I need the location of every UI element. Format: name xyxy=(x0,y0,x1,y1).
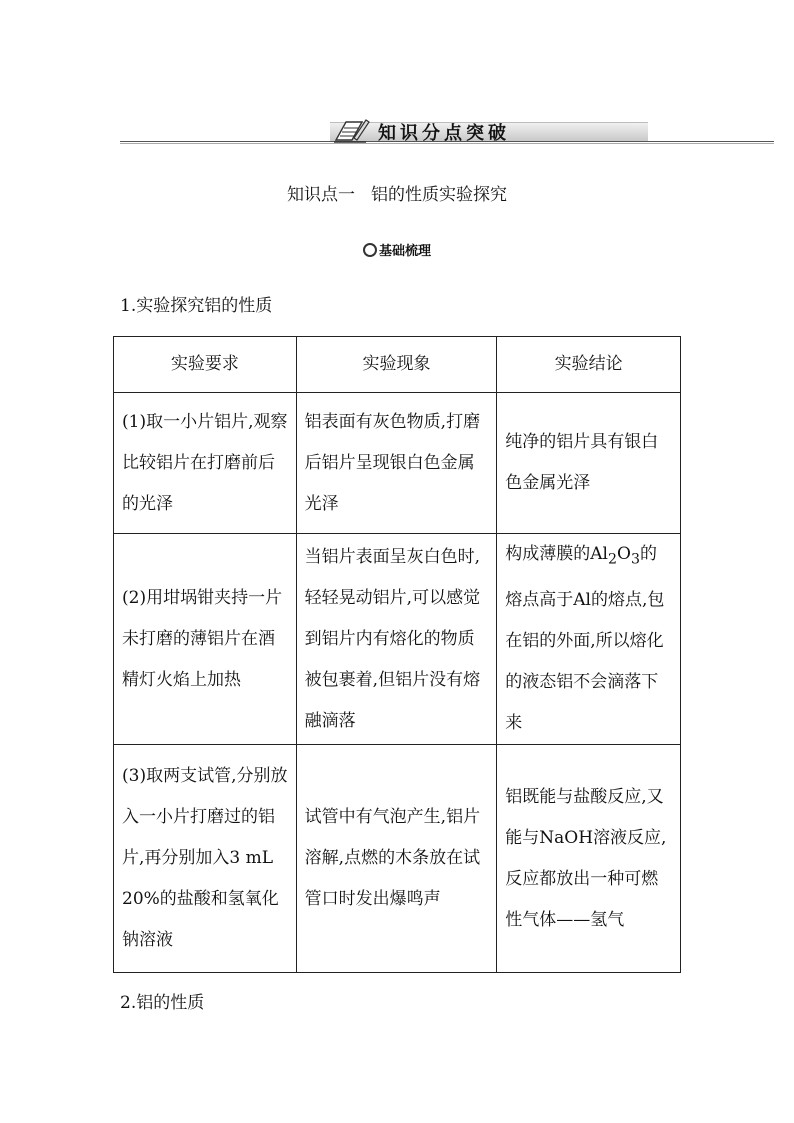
cell-requirement: (3)取两支试管,分别放入一小片打磨过的铝片,再分别加入3 mL 20%的盐酸和氢氧化钠溶液 xyxy=(114,745,297,973)
section-heading-2: 2.铝的性质 xyxy=(120,993,205,1013)
conclusion-text-end: 的熔点高于Al的熔点,包在铝的外面,所以熔化的液态铝不会滴落下来 xyxy=(505,544,665,734)
table-row xyxy=(114,534,681,745)
cell-phenomenon: 铝表面有灰色物质,打磨后铝片呈现银白色金属光泽 xyxy=(296,393,497,534)
subheading xyxy=(0,240,794,259)
cell-phenomenon: 当铝片表面呈灰白色时,轻轻晃动铝片,可以感觉到铝片内有熔化的物质被包裹着,但铝片没有熔融滴落 xyxy=(296,534,497,745)
knowledge-point-heading: 铝的性质实验探究 xyxy=(371,185,507,205)
subheading-text: 基础梳理 xyxy=(378,244,431,259)
target-ring-icon xyxy=(363,243,377,257)
subscript-2: 2 xyxy=(607,551,617,568)
table-row xyxy=(114,745,681,973)
table-row xyxy=(114,393,681,534)
table-header-row xyxy=(114,337,681,393)
cell-conclusion: 铝既能与盐酸反应,又能与NaOH溶液反应,反应都放出一种可燃性气体——氢气 xyxy=(497,745,681,973)
header-conclusion: 实验结论 xyxy=(497,337,681,393)
cell-phenomenon: 试管中有气泡产生,铝片溶解,点燃的木条放在试管口时发出爆鸣声 xyxy=(296,745,497,973)
subscript-3: 3 xyxy=(630,551,640,568)
section-banner xyxy=(120,118,774,148)
cell-requirement: (1)取一小片铝片,观察比较铝片在打磨前后的光泽 xyxy=(114,393,297,534)
cell-requirement: (2)用坩埚钳夹持一片未打磨的薄铝片在酒精灯火焰上加热 xyxy=(114,534,297,745)
cell-conclusion xyxy=(497,534,681,745)
experiment-table xyxy=(113,336,681,973)
banner-title: 知识分点突破 xyxy=(378,123,510,144)
conclusion-text-start: 构成薄膜的Al xyxy=(505,544,608,564)
knowledge-point-label: 知识点一 xyxy=(287,185,355,205)
oxygen-symbol: O xyxy=(617,544,631,564)
cell-conclusion: 纯净的铝片具有银白色金属光泽 xyxy=(497,393,681,534)
pencil-book-icon xyxy=(332,118,372,144)
section-heading-1: 1.实验探究铝的性质 xyxy=(120,296,273,316)
header-phenomenon: 实验现象 xyxy=(296,337,497,393)
header-requirement: 实验要求 xyxy=(114,337,297,393)
knowledge-point-title xyxy=(0,180,794,205)
